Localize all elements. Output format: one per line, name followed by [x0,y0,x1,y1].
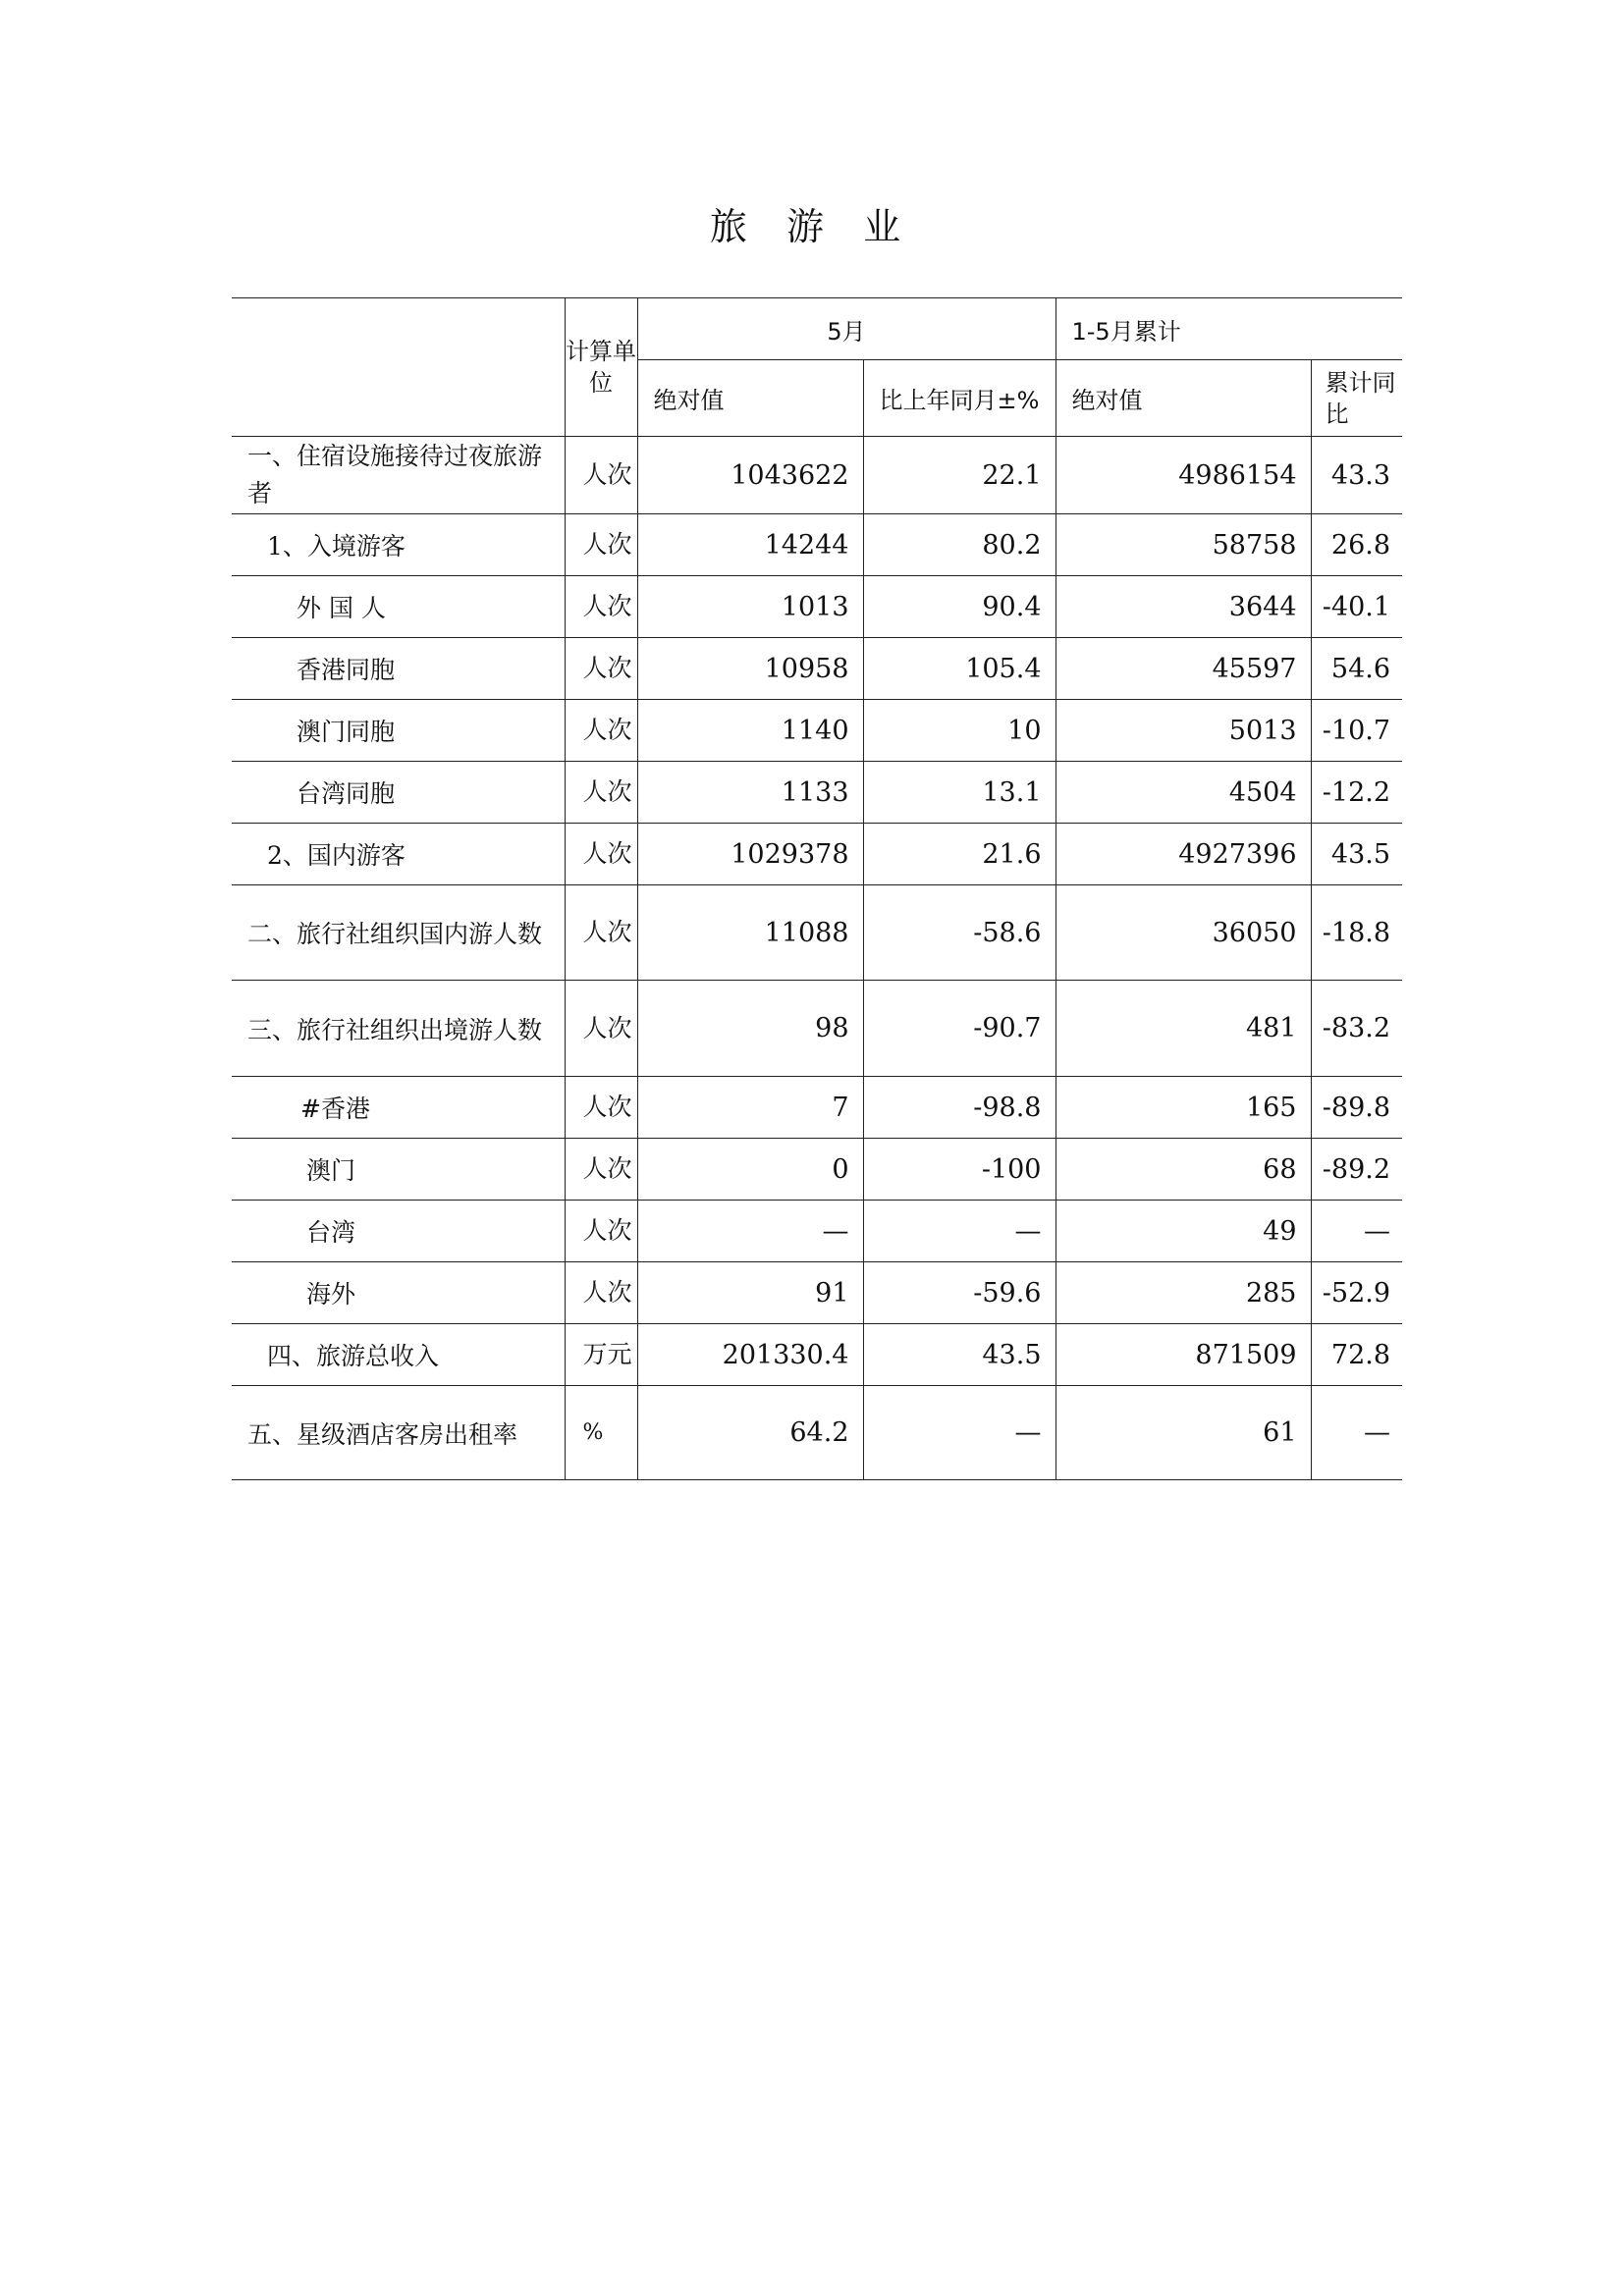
table-row [232,1324,1402,1386]
row-cum-yoy: — [1311,1386,1402,1480]
header-yoy-cum: 累计同比 [1311,360,1402,437]
row-month-yoy: 13.1 [863,762,1056,824]
table-row [232,885,1402,981]
header-unit: 计算单位 [565,298,637,437]
row-month-value: 1029378 [637,824,863,885]
row-unit: 人次 [565,762,637,824]
row-month-yoy: 21.6 [863,824,1056,885]
row-unit: 人次 [565,514,637,576]
row-cum-value: 871509 [1056,1324,1311,1386]
table-row [232,1139,1402,1201]
row-unit: % [565,1386,637,1480]
table-row [232,981,1402,1077]
table-row [232,514,1402,576]
header-absolute-value-cum: 绝对值 [1056,360,1311,437]
row-name: 一、住宿设施接待过夜旅游者 [232,437,565,514]
row-cum-value: 165 [1056,1077,1311,1139]
row-month-value: 7 [637,1077,863,1139]
row-name: 五、星级酒店客房出租率 [232,1386,565,1480]
row-month-yoy: 22.1 [863,437,1056,514]
row-cum-yoy: -18.8 [1311,885,1402,981]
row-cum-value: 4504 [1056,762,1311,824]
row-month-yoy: 90.4 [863,576,1056,638]
row-unit: 人次 [565,1201,637,1262]
row-month-yoy: -100 [863,1139,1056,1201]
row-cum-yoy: -10.7 [1311,700,1402,762]
row-cum-yoy: -52.9 [1311,1262,1402,1324]
row-unit: 人次 [565,824,637,885]
row-cum-value: 4927396 [1056,824,1311,885]
row-month-yoy: — [863,1201,1056,1262]
row-cum-value: 285 [1056,1262,1311,1324]
row-name: 外 国 人 [232,576,565,638]
row-cum-value: 45597 [1056,638,1311,700]
row-name: 澳门 [232,1139,565,1201]
row-month-value: 98 [637,981,863,1077]
row-unit: 人次 [565,437,637,514]
row-month-yoy: 43.5 [863,1324,1056,1386]
row-month-value: 1043622 [637,437,863,514]
row-unit: 人次 [565,1139,637,1201]
row-cum-value: 5013 [1056,700,1311,762]
row-unit: 人次 [565,981,637,1077]
row-name: #香港 [232,1077,565,1139]
row-unit: 万元 [565,1324,637,1386]
header-yoy-month: 比上年同月±% [863,360,1056,437]
row-month-yoy: 105.4 [863,638,1056,700]
page-title: 旅 游 业 [709,205,915,248]
header-corner [232,298,565,437]
row-name: 台湾同胞 [232,762,565,824]
row-cum-yoy: -12.2 [1311,762,1402,824]
row-cum-yoy: — [1311,1201,1402,1262]
row-unit: 人次 [565,700,637,762]
header-absolute-value: 绝对值 [637,360,863,437]
table-row [232,762,1402,824]
table-row [232,824,1402,885]
row-unit: 人次 [565,1077,637,1139]
row-cum-yoy: 43.3 [1311,437,1402,514]
row-cum-value: 4986154 [1056,437,1311,514]
row-month-value: 11088 [637,885,863,981]
row-cum-yoy: 26.8 [1311,514,1402,576]
table-row [232,1077,1402,1139]
row-cum-value: 481 [1056,981,1311,1077]
row-month-value: 201330.4 [637,1324,863,1386]
row-month-value: 91 [637,1262,863,1324]
tourism-table [232,297,1402,1480]
row-cum-yoy: 43.5 [1311,824,1402,885]
row-name: 1、入境游客 [232,514,565,576]
row-cum-value: 36050 [1056,885,1311,981]
row-month-value: 1133 [637,762,863,824]
row-cum-yoy: 72.8 [1311,1324,1402,1386]
row-unit: 人次 [565,885,637,981]
table-row [232,638,1402,700]
row-name: 香港同胞 [232,638,565,700]
row-unit: 人次 [565,638,637,700]
row-cum-value: 68 [1056,1139,1311,1201]
row-cum-value: 58758 [1056,514,1311,576]
row-month-yoy: -58.6 [863,885,1056,981]
row-month-yoy: -59.6 [863,1262,1056,1324]
table-row [232,437,1402,514]
row-name: 三、旅行社组织出境游人数 [232,981,565,1077]
table-row [232,1386,1402,1480]
row-month-yoy: -90.7 [863,981,1056,1077]
row-month-yoy: 10 [863,700,1056,762]
header-row-1 [232,298,1402,360]
header-cumulative-group: 1-5月累计 [1056,298,1402,360]
row-name: 澳门同胞 [232,700,565,762]
row-month-yoy: -98.8 [863,1077,1056,1139]
row-month-value: 10958 [637,638,863,700]
row-month-value: — [637,1201,863,1262]
row-name: 台湾 [232,1201,565,1262]
row-cum-yoy: -89.8 [1311,1077,1402,1139]
row-name: 海外 [232,1262,565,1324]
row-month-value: 1140 [637,700,863,762]
row-cum-value: 61 [1056,1386,1311,1480]
table-row [232,1262,1402,1324]
row-cum-yoy: -89.2 [1311,1139,1402,1201]
row-month-yoy: 80.2 [863,514,1056,576]
table-row [232,1201,1402,1262]
row-cum-yoy: 54.6 [1311,638,1402,700]
row-cum-value: 49 [1056,1201,1311,1262]
row-name: 二、旅行社组织国内游人数 [232,885,565,981]
header-month-group: 5月 [637,298,1056,360]
row-unit: 人次 [565,1262,637,1324]
row-month-yoy: — [863,1386,1056,1480]
row-name: 2、国内游客 [232,824,565,885]
row-unit: 人次 [565,576,637,638]
row-month-value: 64.2 [637,1386,863,1480]
table-row [232,576,1402,638]
row-name: 四、旅游总收入 [232,1324,565,1386]
row-month-value: 14244 [637,514,863,576]
row-month-value: 1013 [637,576,863,638]
row-month-value: 0 [637,1139,863,1201]
row-cum-yoy: -40.1 [1311,576,1402,638]
row-cum-yoy: -83.2 [1311,981,1402,1077]
row-cum-value: 3644 [1056,576,1311,638]
table-row [232,700,1402,762]
